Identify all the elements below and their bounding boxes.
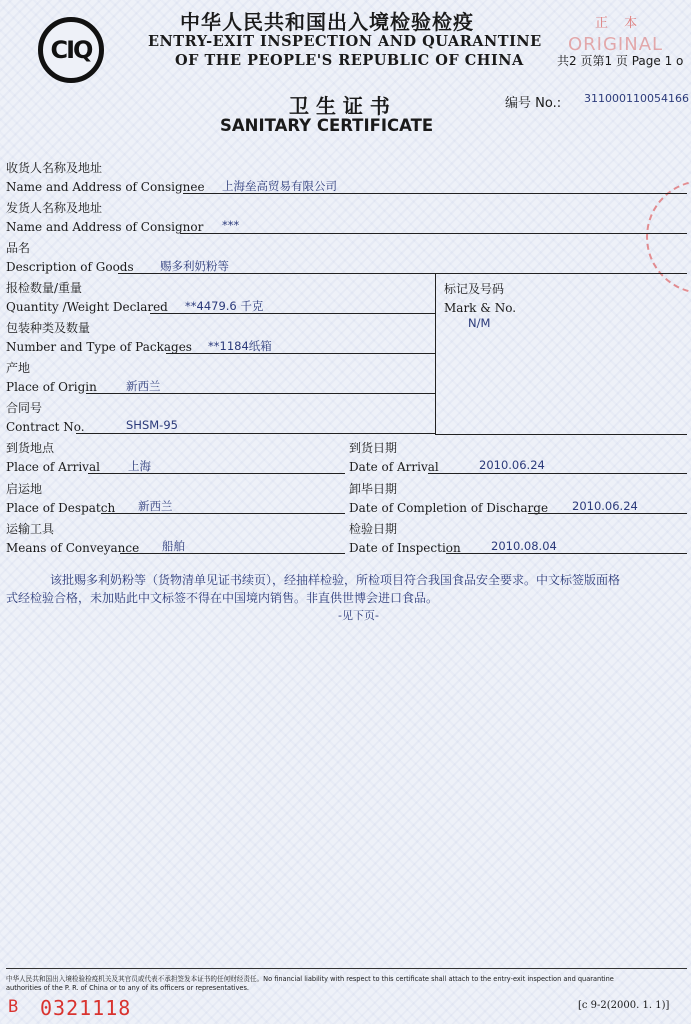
arrival-place-value: 上海 bbox=[128, 459, 151, 473]
conveyance-label-cn: 运输工具 bbox=[6, 522, 55, 536]
consignee-label-cn: 收货人名称及地址 bbox=[6, 161, 103, 175]
quantity-label-en: Quantity /Weight Declared bbox=[6, 300, 168, 314]
consignee-underline bbox=[183, 193, 687, 194]
serial-prefix: B bbox=[8, 997, 19, 1017]
arrival-place-label-cn: 到货地点 bbox=[6, 441, 55, 455]
contract-label-cn: 合同号 bbox=[6, 401, 43, 415]
origin-label-cn: 产地 bbox=[6, 361, 31, 375]
statement-line2: 式经检验合格，未加贴此中文标签不得在中国境内销售。非直供世博会进口食品。 bbox=[6, 591, 439, 605]
agency-title-en-line1: ENTRY-EXIT INSPECTION AND QUARANTINE bbox=[148, 33, 542, 50]
consignor-label-cn: 发货人名称及地址 bbox=[6, 201, 103, 215]
agency-title-cn: 中华人民共和国出入境检验检疫 bbox=[180, 10, 474, 34]
contract-label-en: Contract No. bbox=[6, 420, 85, 434]
discharge-date-label-en: Date of Completion of Discharge bbox=[349, 501, 549, 515]
disclaimer-line2: authorities of the P. R. of China or to any of its officers or representatives. bbox=[6, 984, 249, 992]
quantity-value: **4479.6 千克 bbox=[185, 299, 264, 313]
packages-underline bbox=[166, 353, 435, 354]
goods-value: 赐多利奶粉等 bbox=[160, 259, 229, 273]
mark-box-bottom bbox=[435, 434, 687, 435]
discharge-date-underline bbox=[528, 513, 687, 514]
discharge-date-label-cn: 卸毕日期 bbox=[349, 482, 398, 496]
original-stamp-en: ORIGINAL bbox=[568, 34, 664, 55]
arrival-date-underline bbox=[428, 473, 687, 474]
contract-underline bbox=[76, 433, 435, 434]
mark-value: N/M bbox=[468, 316, 491, 330]
quantity-underline bbox=[150, 313, 435, 314]
origin-value: 新西兰 bbox=[126, 379, 161, 393]
arrival-date-value: 2010.06.24 bbox=[479, 458, 545, 472]
consignor-underline bbox=[180, 233, 687, 234]
inspection-date-label-cn: 检验日期 bbox=[349, 522, 398, 536]
goods-underline bbox=[118, 273, 687, 274]
arrival-date-label-cn: 到货日期 bbox=[349, 441, 398, 455]
agency-title-en-line2: OF THE PEOPLE'S REPUBLIC OF CHINA bbox=[175, 52, 524, 69]
footer-rule bbox=[6, 968, 687, 969]
inspection-date-value: 2010.08.04 bbox=[491, 539, 557, 553]
goods-label-cn: 品名 bbox=[6, 241, 31, 255]
mark-box-border bbox=[435, 273, 436, 434]
consignee-label-en: Name and Address of Consignee bbox=[6, 180, 205, 194]
title-en: SANITARY CERTIFICATE bbox=[220, 116, 434, 135]
packages-label-cn: 包装种类及数量 bbox=[6, 321, 91, 335]
despatch-place-value: 新西兰 bbox=[138, 499, 173, 513]
consignor-label-en: Name and Address of Consignor bbox=[6, 220, 204, 234]
packages-label-en: Number and Type of Packages bbox=[6, 340, 192, 354]
conveyance-label-en: Means of Conveyance bbox=[6, 541, 140, 555]
contract-value: SHSM-95 bbox=[126, 418, 178, 432]
discharge-date-value: 2010.06.24 bbox=[572, 499, 638, 513]
form-code: [c 9-2(2000. 1. 1)] bbox=[578, 1000, 670, 1011]
title-cn: 卫 生 证 书 bbox=[289, 94, 390, 118]
disclaimer-line1: 中华人民共和国出入境检验检疫机关及其官员或代表不承担签发本证书的任何财经责任。No financial liability with respect to this certificate shall attach to the entry-exit inspection and quarantine bbox=[6, 975, 614, 983]
mark-label-en: Mark & No. bbox=[444, 301, 517, 315]
inspection-date-underline bbox=[446, 553, 687, 554]
quantity-label-cn: 报检数量/重量 bbox=[6, 281, 83, 295]
arrival-date-label-en: Date of Arrival bbox=[349, 460, 439, 474]
arrival-place-underline bbox=[88, 473, 345, 474]
page-info: 共2 页第1 页 Page 1 o bbox=[557, 54, 684, 68]
conveyance-value: 船舶 bbox=[162, 539, 185, 553]
despatch-place-label-en: Place of Despatch bbox=[6, 501, 116, 515]
arrival-place-label-en: Place of Arrival bbox=[6, 460, 100, 474]
inspection-date-label-en: Date of Inspection bbox=[349, 541, 461, 555]
ciq-logo: CIQ bbox=[38, 17, 104, 83]
consignor-value: *** bbox=[222, 218, 240, 232]
origin-underline bbox=[86, 393, 435, 394]
goods-label-en: Description of Goods bbox=[6, 260, 134, 274]
original-stamp-cn: 正 本 bbox=[595, 16, 644, 31]
despatch-place-underline bbox=[101, 513, 345, 514]
statement-line1: 该批赐多利奶粉等（货物清单见证书续页），经抽样检验，所检项目符合我国食品安全要求。中文标签版面格 bbox=[50, 573, 621, 587]
conveyance-underline bbox=[120, 553, 345, 554]
despatch-place-label-cn: 启运地 bbox=[6, 482, 43, 496]
origin-label-en: Place of Origin bbox=[6, 380, 97, 394]
mark-label-cn: 标记及号码 bbox=[444, 282, 505, 296]
serial-label: 编号 No.: bbox=[505, 96, 562, 111]
form-serial-number: 0321118 bbox=[40, 996, 132, 1020]
consignee-value: 上海垒高贸易有限公司 bbox=[222, 179, 337, 193]
serial-value: 311000110054166 bbox=[584, 92, 689, 105]
packages-value: **1184纸箱 bbox=[208, 339, 272, 353]
statement-line3: -见下页- bbox=[338, 609, 379, 622]
